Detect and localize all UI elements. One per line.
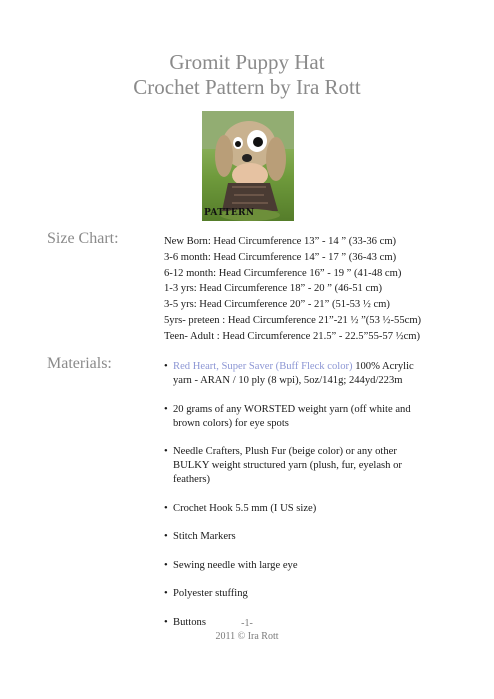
size-row: 1-3 yrs: Head Circumference 18” - 20 ” (46-51 cm) <box>164 283 382 295</box>
materials-heading: Materials: <box>47 355 112 372</box>
photo-pattern-label: PATTERN <box>204 208 255 218</box>
list-item-line: Polyester stuffing <box>173 588 248 599</box>
yarn-link[interactable]: Red Heart, Super Saver (Buff Fleck color) <box>173 361 353 372</box>
bullet-icon: • <box>164 403 168 415</box>
size-row: 3-6 month: Head Circumference 14” - 17 ” (36-43 cm) <box>164 251 397 263</box>
materials-list <box>164 360 464 644</box>
bullet-icon: • <box>164 502 168 514</box>
bullet-icon: • <box>164 616 168 628</box>
list-item-line: Needle Crafters, Plush Fur (beige color) or any other <box>173 446 397 457</box>
list-item <box>164 530 464 544</box>
bullet-icon: • <box>164 361 168 372</box>
list-item-line: Stitch Markers <box>173 531 236 542</box>
size-row: 6-12 month: Head Circumference 16” - 19 ” (41-48 cm) <box>164 267 402 279</box>
list-item <box>164 445 464 487</box>
list-item-line: yarn - ARAN / 10 ply (8 wpi), 5oz/141g; 244yd/223m <box>173 375 403 386</box>
title-line-1: Gromit Puppy Hat <box>169 50 325 74</box>
bullet-icon: • <box>164 446 168 457</box>
list-item-line: Crochet Hook 5.5 mm (I US size) <box>173 502 317 514</box>
list-item <box>164 559 464 573</box>
size-chart-list <box>164 234 421 345</box>
list-item <box>164 587 464 601</box>
bullet-icon: • <box>164 588 168 599</box>
size-row: Teen- Adult : Head Circumference 21.5” - 22.5”55-57 ½cm) <box>164 330 421 342</box>
product-photo <box>202 111 294 221</box>
title-line-2: Crochet Pattern by Ira Rott <box>133 75 361 99</box>
list-item <box>164 502 464 516</box>
list-item-line <box>173 360 464 374</box>
list-item-line: Buttons <box>173 616 206 628</box>
list-item-line: 20 grams of any WORSTED weight yarn (off white and <box>173 403 411 415</box>
page-number: -1- <box>241 618 253 629</box>
list-item-line: feathers) <box>173 474 211 485</box>
yarn-text: 100% Acrylic <box>352 361 414 372</box>
page-footer <box>0 617 494 643</box>
size-chart-heading: Size Chart: <box>47 230 119 247</box>
bullet-icon: • <box>164 531 168 542</box>
copyright: 2011 © Ira Rott <box>215 631 279 642</box>
size-row: 3-5 yrs: Head Circumference 20” - 21” (51-53 ½ cm) <box>164 299 390 311</box>
list-item-line: Sewing needle with large eye <box>173 559 298 571</box>
page-title <box>0 50 494 100</box>
bullet-icon: • <box>164 559 168 571</box>
size-row: 5yrs- preteen : Head Circumference 21”-21 ½ ”(53 ½-55cm) <box>164 314 422 326</box>
puppy-hat-illustration <box>202 111 294 221</box>
list-item <box>164 360 464 388</box>
list-item <box>164 403 464 431</box>
list-item-line: BULKY weight structured yarn (plush, fur, eyelash or <box>173 460 402 471</box>
list-item-line: brown colors) for eye spots <box>173 417 289 429</box>
size-row: New Born: Head Circumference 13” - 14 ” (33-36 cm) <box>164 236 397 247</box>
